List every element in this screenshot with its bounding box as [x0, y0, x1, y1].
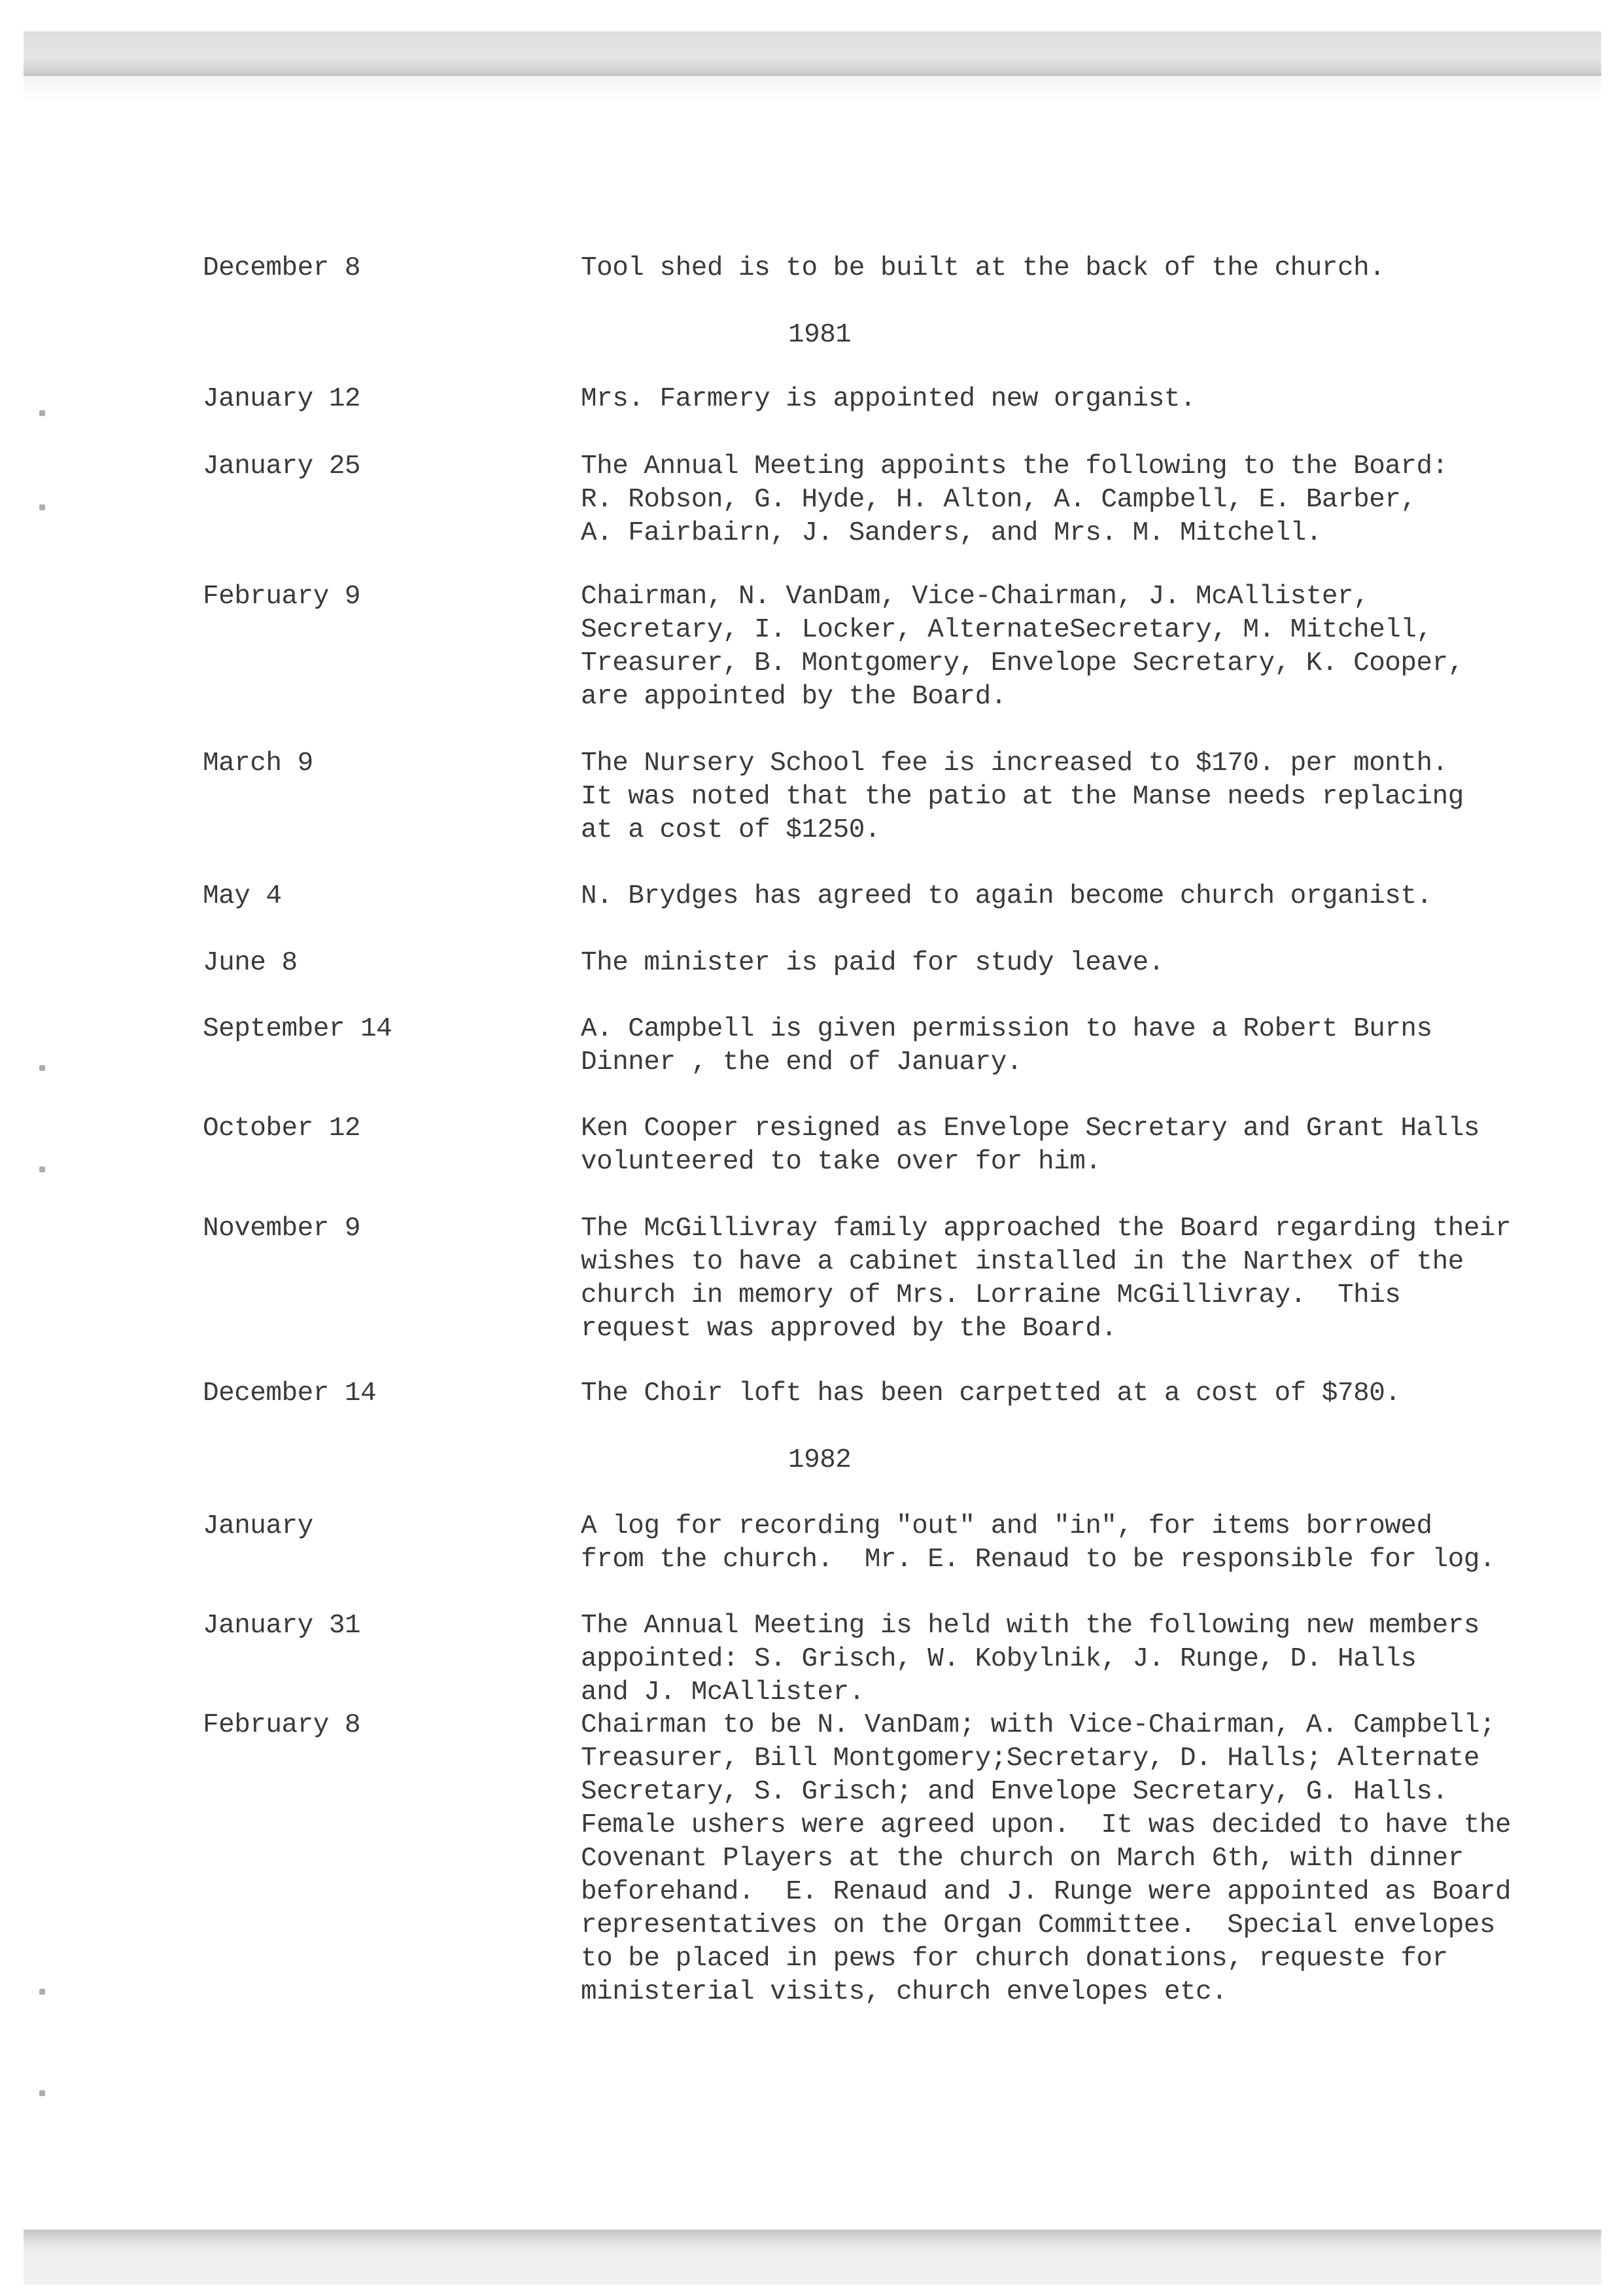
- entry-line: wishes to have a cabinet installed in the Narthex of the: [581, 1247, 1464, 1277]
- entry-line: A. Fairbairn, J. Sanders, and Mrs. M. Mitchell.: [581, 518, 1322, 548]
- entry-line: appointed: S. Grisch, W. Kobylnik, J. Runge, D. Halls: [581, 1644, 1417, 1674]
- entry-line: Chairman, N. VanDam, Vice-Chairman, J. McAllister,: [581, 582, 1370, 612]
- entry-line: to be placed in pews for church donations, requeste for: [581, 1944, 1448, 1974]
- entry-date: May 4: [203, 881, 282, 911]
- entry-line: church in memory of Mrs. Lorraine McGillivray. This: [581, 1280, 1401, 1310]
- entry-date: February 8: [203, 1710, 361, 1740]
- entry-line: The Nursery School fee is increased to $170. per month.: [581, 748, 1448, 779]
- margin-speck: [39, 504, 45, 510]
- margin-speck: [39, 1065, 45, 1071]
- entry-date: March 9: [203, 748, 313, 779]
- entry-date: June 8: [203, 948, 298, 978]
- margin-speck: [39, 2090, 45, 2096]
- entry-line: Covenant Players at the church on March 6th, with dinner: [581, 1844, 1464, 1874]
- entry-line: A log for recording "out" and "in", for items borrowed: [581, 1511, 1432, 1541]
- entry-date: September 14: [203, 1014, 392, 1044]
- entry-text: [581, 1013, 1575, 1079]
- entry-date: December 8: [203, 253, 361, 283]
- entry-text: [581, 383, 1575, 416]
- margin-speck: [39, 1166, 45, 1172]
- entry-line: R. Robson, G. Hyde, H. Alton, A. Campbell, E. Barber,: [581, 485, 1417, 515]
- entry-line: Secretary, I. Locker, AlternateSecretary, M. Mitchell,: [581, 615, 1432, 645]
- entry-text: [581, 1112, 1575, 1179]
- scan-edge-bottom: [24, 2230, 1601, 2285]
- entry-line: Secretary, S. Grisch; and Envelope Secretary, G. Halls.: [581, 1777, 1448, 1807]
- entry-line: N. Brydges has agreed to again become church organist.: [581, 881, 1432, 911]
- entry-text: [581, 1212, 1575, 1346]
- entry-line: from the church. Mr. E. Renaud to be responsible for log.: [581, 1545, 1496, 1575]
- entry-line: Dinner , the end of January.: [581, 1047, 1022, 1077]
- entry-line: It was noted that the patio at the Manse needs replacing: [581, 782, 1464, 812]
- entry-line: at a cost of $1250.: [581, 815, 880, 845]
- entry-text: [581, 1377, 1575, 1410]
- entry-date: January 12: [203, 384, 361, 414]
- entry-date: February 9: [203, 582, 361, 612]
- margin-speck: [39, 410, 45, 416]
- entry-text: [581, 880, 1575, 913]
- entry-line: representatives on the Organ Committee. Special envelopes: [581, 1910, 1496, 1940]
- entry-line: A. Campbell is given permission to have a Robert Burns: [581, 1014, 1432, 1044]
- scan-edge-top: [24, 31, 1601, 76]
- entry-date: November 9: [203, 1214, 361, 1244]
- entry-line: The Annual Meeting appoints the following to the Board:: [581, 451, 1448, 482]
- entry-date: January 25: [203, 451, 361, 482]
- entry-line: The McGillivray family approached the Board regarding their: [581, 1214, 1512, 1244]
- entry-line: Tool shed is to be built at the back of the church.: [581, 253, 1385, 283]
- entry-text: [581, 252, 1575, 285]
- entry-line: Female ushers were agreed upon. It was decided to have the: [581, 1810, 1512, 1840]
- entry-date: October 12: [203, 1113, 361, 1144]
- entry-line: ministerial visits, church envelopes etc.: [581, 1977, 1228, 2007]
- margin-speck: [39, 1989, 45, 1995]
- entry-text: [581, 1609, 1575, 1709]
- entry-line: Mrs. Farmery is appointed new organist.: [581, 384, 1196, 414]
- year-heading: 1981: [788, 320, 852, 350]
- entry-text: [581, 947, 1575, 980]
- entry-line: request was approved by the Board.: [581, 1314, 1117, 1344]
- entry-line: Treasurer, B. Montgomery, Envelope Secretary, K. Cooper,: [581, 648, 1464, 678]
- entry-line: volunteered to take over for him.: [581, 1147, 1101, 1177]
- entry-text: [581, 580, 1575, 714]
- entry-line: The Choir loft has been carpetted at a cost of $780.: [581, 1378, 1401, 1409]
- entry-text: [581, 450, 1575, 550]
- entry-line: are appointed by the Board.: [581, 682, 1007, 712]
- entry-line: Treasurer, Bill Montgomery;Secretary, D. Halls; Alternate: [581, 1743, 1479, 1774]
- entry-line: The minister is paid for study leave.: [581, 948, 1164, 978]
- entry-line: Ken Cooper resigned as Envelope Secretary and Grant Halls: [581, 1113, 1479, 1144]
- entry-date: January 31: [203, 1611, 361, 1641]
- entry-line: beforehand. E. Renaud and J. Runge were appointed as Board: [581, 1877, 1512, 1907]
- entry-text: [581, 1510, 1575, 1577]
- entry-text: [581, 1709, 1575, 2009]
- entry-line: and J. McAllister.: [581, 1677, 865, 1708]
- year-heading: 1982: [788, 1445, 852, 1475]
- entry-date: January: [203, 1511, 313, 1541]
- entry-date: December 14: [203, 1378, 377, 1409]
- entry-line: Chairman to be N. VanDam; with Vice-Chairman, A. Campbell;: [581, 1710, 1496, 1740]
- entry-line: The Annual Meeting is held with the following new members: [581, 1611, 1479, 1641]
- entry-text: [581, 747, 1575, 847]
